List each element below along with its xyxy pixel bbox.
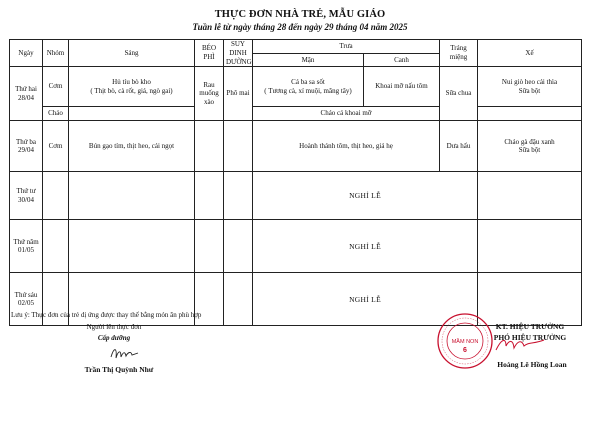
day-name: Thứ năm (13, 237, 39, 246)
group-cell: Cháo (43, 107, 69, 121)
group-cell: Cơm (43, 121, 69, 172)
principal-title: KT. HIỆU TRƯỞNG (495, 322, 565, 331)
header-row (10, 40, 582, 54)
afternoon-dish: Nui giò heo cải thìa (501, 78, 558, 86)
header-afternoon: Xế (478, 40, 582, 67)
fat-cell-empty (195, 172, 224, 220)
afternoon-dish: Cháo gà đậu xanh (504, 137, 555, 146)
fat-cell-empty (195, 121, 224, 172)
fat-line: Rau (203, 80, 215, 89)
day-cell-thursday (10, 220, 43, 273)
afternoon-cell-empty (478, 107, 582, 121)
porridge-cell: Cháo cá khoai mỡ (253, 107, 440, 121)
table-row-monday-porridge (10, 107, 582, 121)
seal-text: MẦM NON (451, 339, 479, 345)
malnutrition-cell-empty (224, 220, 253, 273)
breakfast-cell (69, 67, 195, 107)
svg-text:6: 6 (463, 347, 467, 354)
header-soup: Canh (364, 53, 440, 67)
preparer-signature (108, 343, 142, 363)
fat-line: xào (203, 98, 215, 107)
breakfast-cell-empty (69, 107, 195, 121)
preparer-department: Cấp dưỡng (97, 334, 131, 342)
breakfast-ingredients: ( Thịt bò, cà rốt, giá, ngò gai) (90, 86, 173, 95)
fat-line: muống (199, 89, 219, 98)
holiday-cell: NGHỈ LỄ (253, 273, 478, 326)
header-breakfast: Sáng (69, 40, 195, 67)
salty-cell (253, 67, 364, 107)
breakfast-cell-empty (69, 172, 195, 220)
holiday-cell: NGHỈ LỄ (253, 172, 478, 220)
group-cell-empty (43, 172, 69, 220)
header-salty: Mặn (253, 53, 364, 67)
malnutrition-cell-empty (224, 273, 253, 326)
afternoon-cell-empty (478, 220, 582, 273)
day-name: Thứ tư (16, 187, 36, 195)
afternoon-drink: Sữa bột (518, 146, 541, 155)
day-date: 29/04 (18, 146, 34, 155)
principal-signature (492, 334, 552, 356)
page-title: THỰC ĐƠN NHÀ TRẺ, MẪU GIÁO (214, 9, 386, 20)
preparer-name: Trần Thị Quỳnh Như (84, 365, 154, 374)
principal-name: Hoàng Lê Hồng Loan (497, 360, 567, 369)
day-cell-wednesday (10, 172, 43, 220)
breakfast-cell-empty (69, 220, 195, 273)
day-name: Thứ sáu (14, 290, 38, 299)
dessert-cell: Sữa chua (440, 67, 478, 121)
header-dessert: Tráng miệng (440, 40, 478, 67)
principal-subtitle: PHÓ HIỆU TRƯỞNG (493, 333, 567, 342)
fat-cell (195, 67, 224, 121)
day-name: Thứ ba (16, 137, 36, 146)
day-date: 01/05 (18, 246, 34, 255)
dessert-cell: Dưa hấu (440, 121, 478, 172)
day-cell-tuesday (10, 121, 43, 172)
table-row-tuesday (10, 121, 582, 172)
afternoon-cell (478, 121, 582, 172)
afternoon-drink: Sữa bột (518, 86, 541, 95)
malnutrition-cell-empty (224, 172, 253, 220)
menu-table (9, 39, 582, 326)
day-cell-monday (10, 67, 43, 121)
malnutrition-cell-empty (224, 121, 253, 172)
header-fat: BÉO PHÌ (195, 40, 224, 67)
afternoon-cell (478, 67, 582, 107)
header-lunch: Trưa (253, 40, 440, 54)
salty-dish: Cá ba sa sốt (291, 78, 325, 86)
salty-ingredients: ( Tương cà, xí muội, măng tây) (264, 86, 352, 95)
preparer-role: Người lên thực đơn (86, 323, 142, 331)
holiday-cell: NGHỈ LỄ (253, 220, 478, 273)
allergy-note: Lưu ý: Thực đơn của trẻ dị ứng được thay thế bằng món ăn phù hợp (11, 311, 202, 319)
breakfast-dish: Hủ tíu bò kho (112, 78, 151, 86)
malnutrition-cell: Phô mai (224, 67, 253, 121)
day-date: 28/04 (18, 93, 34, 102)
page-subtitle: Tuần lễ từ ngày tháng 28 đến ngày 29 tháng 04 năm 2025 (192, 22, 408, 32)
day-date: 02/05 (18, 299, 34, 308)
breakfast-cell: Bún gạo tím, thịt heo, cải ngọt (69, 121, 195, 172)
lunch-cell: Hoành thánh tôm, thịt heo, giá hẹ (253, 121, 440, 172)
header-day: Ngày (10, 40, 43, 67)
day-name: Thứ hai (15, 85, 37, 93)
header-malnutrition: SUY DINH DƯỠNG (224, 40, 253, 67)
header-group: Nhóm (43, 40, 69, 67)
fat-cell-empty (195, 220, 224, 273)
table-row-thursday (10, 220, 582, 273)
afternoon-cell-empty (478, 172, 582, 220)
group-cell-empty (43, 220, 69, 273)
day-date: 30/04 (18, 195, 34, 204)
group-cell: Cơm (43, 67, 69, 107)
table-row-wednesday (10, 172, 582, 220)
table-row-monday-rice (10, 67, 582, 107)
soup-cell: Khoai mỡ nấu tôm (364, 67, 440, 107)
